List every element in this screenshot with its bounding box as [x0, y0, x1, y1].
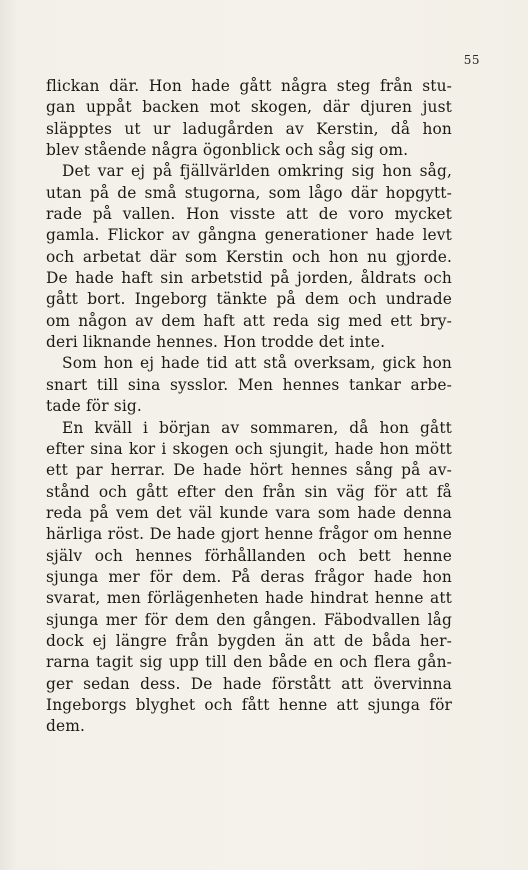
text-line: dock ej längre från bygden än att de båda her-: [46, 631, 452, 650]
text-line: sjunga mer för dem den gången. Fäbodvallen låg: [46, 610, 452, 629]
text-line: gått bort. Ingeborg tänkte på dem och undrade: [46, 290, 452, 309]
text-line: En kväll i början av sommaren, då hon gått: [62, 418, 452, 437]
text-line: ett par herrar. De hade hört hennes sång på av-: [46, 461, 452, 480]
text-line: dem.: [46, 717, 86, 736]
text-line: och arbetat där som Kerstin och hon nu gjorde.: [46, 247, 452, 266]
body-text: [46, 76, 452, 738]
text-line: svarat, men förlägenheten hade hindrat henne att: [46, 589, 452, 608]
text-line: stånd och gått efter den från sin väg för att få: [46, 482, 452, 501]
text-line: gamla. Flickor av gångna generationer hade levt: [46, 226, 452, 245]
text-line: blev stående några ögonblick och såg sig om.: [46, 141, 409, 160]
text-line: härliga röst. De hade gjort henne frågor om henne: [46, 525, 452, 544]
text-line: snart till sina sysslor. Men hennes tankar arbe-: [46, 375, 452, 394]
text-line: tade för sig.: [46, 397, 142, 416]
text-line: sjunga mer för dem. På deras frågor hade hon: [46, 567, 452, 586]
text-line: själv och hennes förhållanden och bett henne: [46, 546, 452, 565]
text-line: rade på vallen. Hon visste att de voro mycket: [46, 205, 452, 224]
text-line: deri liknande hennes. Hon trodde det inte.: [46, 333, 386, 352]
text-line: De hade haft sin arbetstid på jorden, åldrats och: [46, 269, 452, 288]
text-line: släpptes ut ur ladugården av Kerstin, då hon: [46, 119, 452, 138]
text-line: Ingeborgs blyghet och fått henne att sjunga för: [46, 695, 452, 714]
text-line: utan på de små stugorna, som lågo där hopgytt-: [46, 183, 452, 202]
text-line: gan uppåt backen mot skogen, där djuren just: [46, 98, 452, 117]
page-number: 55: [463, 53, 480, 67]
text-line: rarna tagit sig upp till den både en och flera gån-: [46, 653, 452, 672]
text-line: efter sina kor i skogen och sjungit, hade hon mött: [46, 439, 452, 458]
text-line: flickan där. Hon hade gått några steg från stu-: [46, 77, 452, 95]
text-line: Det var ej på fjällvärlden omkring sig hon såg,: [62, 162, 452, 181]
text-line: Som hon ej hade tid att stå overksam, gick hon: [62, 354, 452, 373]
text-line: ger sedan dess. De hade förstått att övervinna: [46, 674, 452, 693]
text-line: om någon av dem haft att reda sig med ett bry-: [46, 311, 452, 330]
text-line: reda på vem det väl kunde vara som hade denna: [46, 503, 452, 522]
